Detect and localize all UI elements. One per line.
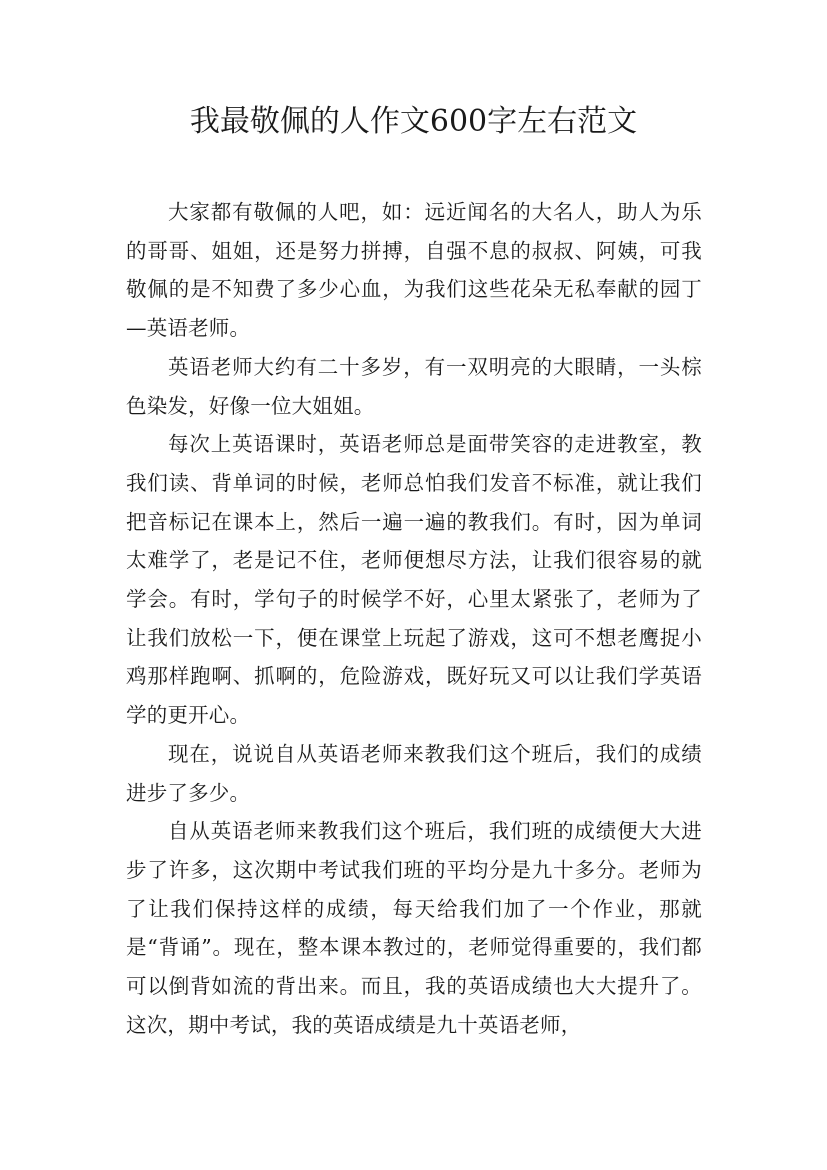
document-body (126, 193, 702, 1044)
paragraph-3: 每次上英语课时，英语老师总是面带笑容的走进教室，教我们读、背单词的时候，老师总怕我们发音不标准，就让我们把音标记在课本上，然后一遍一遍的教我们。有时，因为单词太难学了，老是记不住，老师便想尽方法，让我们很容易的就学会。有时，学句子的时候学不好，心里太紧张了，老师为了让我们放松一下，便在课堂上玩起了游戏，这可不想老鹰捉小鸡那样跑啊、抓啊的，危险游戏，既好玩又可以让我们学英语学的更开心。 (126, 432, 702, 728)
paragraph-2: 英语老师大约有二十多岁，有一双明亮的大眼睛，一头棕色染发，好像一位大姐姐。 (126, 354, 702, 418)
paragraph-5: 自从英语老师来教我们这个班后，我们班的成绩便大大进步了许多，这次期中考试我们班的平均分是九十多分。老师为了让我们保持这样的成绩，每天给我们加了一个作业，那就是“背诵”。现在，整本课本教过的，老师觉得重要的，我们都可以倒背如流的背出来。而且，我的英语成绩也大大提升了。这次，期中考试，我的英语成绩是九十英语老师， (126, 819, 702, 1037)
paragraph-1: 大家都有敬佩的人吧，如：远近闻名的大名人，助人为乐的哥哥、姐姐，还是努力拼搏，自强不息的叔叔、阿姨，可我敬佩的是不知费了多少心血，为我们这些花朵无私奉献的园丁—英语老师。 (126, 200, 702, 341)
paragraph-4: 现在，说说自从英语老师来教我们这个班后，我们的成绩进步了多少。 (126, 741, 702, 805)
document-title: 我最敬佩的人作文600字左右范文 (189, 104, 638, 139)
